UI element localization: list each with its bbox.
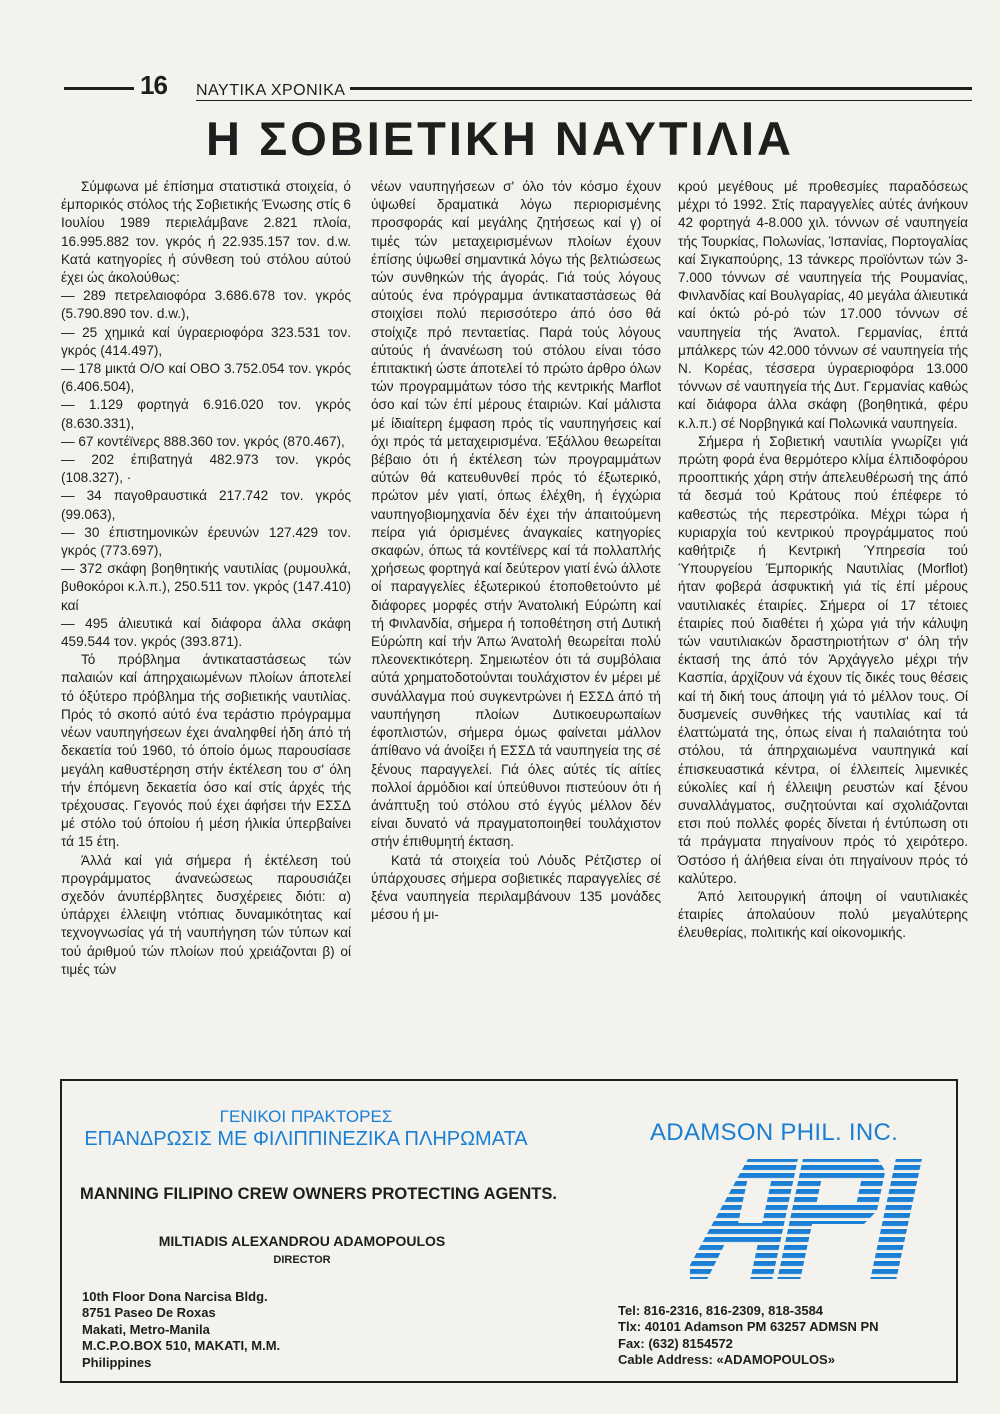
paragraph: Σήμερα ή Σοβιετική ναυτιλία γνωρίζει γιά πρώτη φορά ένα θερμότερο κλίμα έλπιδοφόρου προοπτικής χάρη στήν άπελευθέρωσή της άπό τά δεσμά τού Κράτους πού έπέφερε τό καθεστώς τής περεστρόϊκα. Μέχρι τώρα ή κυριαρχία τού κεντρικού προγράμματος πού καθήτριζε ή Κεντρική Ύπηρεσία τού Ύπουργείου Έμπορικής Ναυτιλίας (Morflot) ήταν φοβερά άσφυκτική γιά τίς έπί μέρους ναυτιλιακές έταιρίες. Σήμερα οί 17 τέτοιες έταιρίες πού διαθέτει ή χώρα γιά τήν κάλυψη τών ναυτιλιακών δραστηριοτήτων σ' όλη τήν έκτασή της άπό τόν Άρχάγγελο μέχρι τήν Κασπία, άρχίζουν νά έχουν τίς δικές τους θέσεις καί τή δική τους άποψη γιά τό μέλλον τους. Οί δυσμενείς συνθήκες τής ναυτιλίας καί τά έλαττώματά της, όπως είναι ή παλαιότητα τού στόλου, τά άπηρχαιωμένα ναυπηγικά καί έπισκευαστικά κέντρα, οί έλλειπείς λιμενικές εύκολίες καί ή έλλειψη ρευστών καί ξένου συναλλάγματος, συζητούνται καί σχολιάζονται ετσι πού πολλές φορές δίνεται ή έντύπωση οτι τά πράγματα πηγαίνουν πρός τό χειρότερο. Όστόσο ή άλήθεια είναι ότι πηγαίνουν πρός τό καλύτερο. — [678, 433, 968, 886]
address-line: Makati, Metro-Manila — [82, 1321, 210, 1337]
contact-line: Tlx: 40101 Adamson PM 63257 ADMSN PN — [618, 1319, 879, 1335]
article-column-3 — [678, 178, 968, 943]
paragraph: Κατά τά στοιχεία τού Λόυδς Ρέτζιστερ οί ύπάρχουσες σήμερα σοβιετικές παραγγελίες σέ ξένα ναυπηγεία περιλαμβάνουν 135 μονάδες μέσου ή μι- — [371, 852, 661, 923]
list-item: — 30 έπιστημονικών έρευνών 127.429 τον. γκρός (773.697), — [61, 524, 351, 559]
contact-line: Tel: 816-2316, 816-2309, 818-3584 — [618, 1303, 824, 1318]
article-column-2 — [371, 178, 661, 924]
list-item: — 25 χημικά καί ύγραεριοφόρα 323.531 τον. γκρός (414.497), — [61, 324, 351, 358]
paragraph: Άλλά καί γιά σήμερα ή έκτέλεση τού προγράμματος άνανεώσεως παρουσιάζει σχεδόν άνυπέρβλητες δυσχέρειες διότι: α) ύπάρχει έλλειψη ντόπιας δυναμικότητας καί τεχνογνωσίας γά τή ναυπήγηση τών τύπων καί τού άριθμού τών πλοίων πού χρειάζονται β) οί τιμές τών — [61, 852, 351, 977]
advertisement-box — [60, 1079, 958, 1383]
list-item: — 178 μικτά Ο/Ο καί ΟΒΟ 3.752.054 τον. γκρός (6.406.504), — [61, 361, 351, 395]
ad-contacts — [618, 1303, 879, 1369]
list-item: — 67 κοντέϊνερς 888.360 τον. γκρός (870.467), — [61, 433, 345, 449]
ad-company-name: ADAMSON PHIL. INC. — [650, 1119, 899, 1146]
list-item: — 1.129 φορτηγά 6.916.020 τον. γκρός (8.630.331), — [61, 397, 351, 431]
article-title: Η ΣΟΒΙΕΤΙΚΗ ΝΑΥΤΙΛΙΑ — [206, 112, 794, 165]
api-logo-icon — [690, 1149, 940, 1294]
ad-director-role: DIRECTOR — [273, 1254, 331, 1266]
paragraph: νέων ναυπηγήσεων σ' όλο τόν κόσμο έχουν ύψωθεί δραματικά λόγω περιορισμένης προσφοράς καί μεγάλης ζητήσεως καί γ) οί τιμές τών μεταχειρισμένων πλοίων έχουν έπίσης ύψωθεί σημαντικά λόγω τής βελτιώσεως τών συνθηκών τής άγοράς. Γιά τούς λόγους αύτούς ένα πρόγραμμα άντικαταστάσεως θά στοιχίσει πολύ περισσότερο άπό όσο θά στοίχιζε πρό πενταετίας. Παρά τούς λόγους αύτούς ή άνανέωση τού στόλου είναι τόσο έπιτακτική ώστε άποτελεί τό πρώτο άρθρο όλων τών προγραμμάτων τόσο τής κεντρικής Marflot όσο καί τών έπί μέρους έταιριών. Καί μάλιστα μέ ίδιαίτερη έμφαση πρός τίς ναυπηγήσεις καί όχι πρός τά μεταχειρισμένα. Έξάλλου θεωρείται βέβαιο ότι ή έκτέλεση τών προγραμμάτων αύτών θά κατευθυνθεί πρός τό έξωτερικό, πρώτον μέν γιατί, όπως έλέχθη, ή έγχώρια ναυπηγοβιομηχανία δέν έχει τήν άπαιτούμενη πείρα γιά όρισμένες άναγκαίες κατηγορίες σκαφών, όπως τά κοντέϊνερς καί τά πολλαπλής χρήσεως φορτηγά καί δεύτερον γιατί ένώ άλλοτε οί παραγγελίες έξωτερικού έτοποθετούντο μέ διάφορες μορφές στήν Άνατολική Εύρώπη καί τή Φινλανδία, σήμερα ή τοποθέτηση στή Δυτική Εύρώπη καί τήν Άπω Άνατολή θεωρείται πολύ πλεονεκτικότερη. Σημειωτέον ότι τά συμβόλαια αύτά χρηματοδοτούνται τουλάχιστον έν μέρει μέ συνάλλαγμα πού συγκεντρώνει ή ΕΣΣΔ άπό τή ναυπήγηση πλοίων Δυτικοευρωπαίων έφοπλιστών, σήμερα όμως φαίνεται μάλλον άπίθανο νά άνοίξει ή ΕΣΣΔ τά ναυπηγεία της σέ ξένους παραγγελεί. Γιά όλες αύτές τίς αίτίες πολλοί άρμόδιοι καί ύπεύθυνοι πιστεύουν ότι ή άνάπτυξη τού στόλου στό έγγύς μέλλον δέν είναι δυνατό νά πραγματοποιηθεί τουλάχιστον στήν έπιθυμητή έκταση. — [371, 179, 661, 850]
paragraph: Τό πρόβλημα άντικαταστάσεως τών παλαιών καί άπηρχαιωμένων πλοίων άποτελεί τό όξύτερο πρόβλημα τής σοβιετικής ναυτιλίας. Πρός τό σκοπό αύτό ένα τεράστιο πρόγραμμα νέων ναυπηγήσεων έχει άναληφθεί ήδη άπό τή δεκαετία τού 1960, τό όποίο όμως παρουσίασε μεγάλη καθυστέρηση στήν έκτέλεση του σ' όλη τήν έπόμενη δεκαετία όσο καί στίς άρχές τής τρέχουσας. Γεγονός πού έχει άφήσει τήν ΕΣΣΔ μέ στόλο τού όποίου ή μέση ήλικία ύπερβαίνει τά 15 έτη. — [61, 652, 351, 850]
address-line: M.C.P.O.BOX 510, MAKATI, M.M. — [82, 1338, 281, 1354]
list-item: — 495 άλιευτικά καί διάφορα άλλα σκάφη 459.544 τον. γκρός (393.871). — [61, 615, 351, 650]
list-item: — 202 έπιβατηγά 482.973 τον. γκρός (108.327), · — [61, 452, 351, 486]
page-number: 16 — [140, 70, 167, 100]
publication-name: ΝΑΥΤΙΚΑ ΧΡΟΝΙΚΑ — [196, 82, 346, 99]
address-line: 10th Floor Dona Narcisa Bldg. — [82, 1289, 268, 1304]
header-rule-right — [350, 87, 972, 90]
ad-address — [82, 1289, 280, 1371]
address-line: 8751 Paseo De Roxas — [82, 1305, 216, 1321]
ad-greek-subheading: ΕΠΑΝΔΡΩΣΙΣ ΜΕ ΦΙΛΙΠΠΙΝΕΖΙΚΑ ΠΛΗΡΩΜΑΤΑ — [84, 1128, 528, 1150]
paragraph: Άπό λειτουργική άποψη οί ναυτιλιακές έταιρίες άπολαύουν πολύ μεγαλύτερης έλευθερίας, πολιτικής καί οίκονομικής. — [678, 888, 968, 941]
list-item: — 372 σκάφη βοηθητικής ναυτιλίας (ρυμουλκά, βυθοκόροι κ.λ.π.), 250.511 τον. γκρός (147.410) καί — [61, 561, 351, 613]
paragraph: κρού μεγέθους μέ προθεσμίες παραδόσεως μέχρι τό 1992. Στίς παραγγελίες αύτές άνήκουν 42 φορτηγά 4-8.000 χιλ. τόννων σέ ναυπηγεία τής Τουρκίας, Πολωνίας, Ίσπανίας, Πορτογαλίας καί Σιγκαπούρης, 13 τάνκερς προϊόντων τών 3-7.000 τόννων σέ ναυπηγεία τής Ρουμανίας, Φινλανδίας καί Βουλγαρίας, 40 μεγάλα άλιευτικά καί όκτώ ρό-ρό τών 17.000 τόννων σέ ναυπηγεία τής Άνατολ. Γερμανίας, έπτά μπάλκερς τών 42.000 τόννων σέ ναυπηγεία τής Ν. Κορέας, τέσσερα ύγραεριοφόρα 13.000 τόννων σέ ναυπηγεία τής Δυτ. Γερμανίας καθώς καί διάφορα άλλα σκάφη (βοηθητικά, φέρυ κ.λ.π.) σέ Νορβηγικά καί Πολωνικά ναυπηγεία. — [678, 179, 968, 431]
list-item: — 289 πετρελαιοφόρα 3.686.678 τον. γκρός (5.790.890 τον. d.w.), — [61, 288, 351, 322]
address-line: Philippines — [82, 1354, 152, 1370]
list-item: — 34 παγοθραυστικά 217.742 τον. γκρός (99.063), — [61, 488, 351, 522]
ad-english-tagline: MANNING FILIPINO CREW OWNERS PROTECTING AGENTS. — [80, 1185, 557, 1203]
header-rule-thin — [196, 100, 972, 101]
ad-director-name: MILTIADIS ALEXANDROU ADAMOPOULOS — [158, 1233, 446, 1249]
ad-greek-heading: ΓΕΝΙΚΟΙ ΠΡΑΚΤΟΡΕΣ — [219, 1107, 393, 1126]
contact-line: Fax: (632) 8154572 — [618, 1335, 733, 1351]
header-rule-left — [64, 87, 134, 90]
article-column-1 — [61, 178, 351, 979]
contact-line: Cable Address: «ADAMOPOULOS» — [618, 1352, 835, 1368]
paragraph: Σύμφωνα μέ έπίσημα στατιστικά στοιχεία, ό έμπορικός στόλος τής Σοβιετικής Ένωσης στίς 6 Ιουλίου 1989 περιελάμβανε 2.821 πλοία, 16.995.882 τον. γκρός ή 22.935.157 τον. d.w. Κατά κατηγορίες ή σύνθεση τού στόλου αύτού έχει ώς άκολούθως: — [61, 179, 351, 286]
